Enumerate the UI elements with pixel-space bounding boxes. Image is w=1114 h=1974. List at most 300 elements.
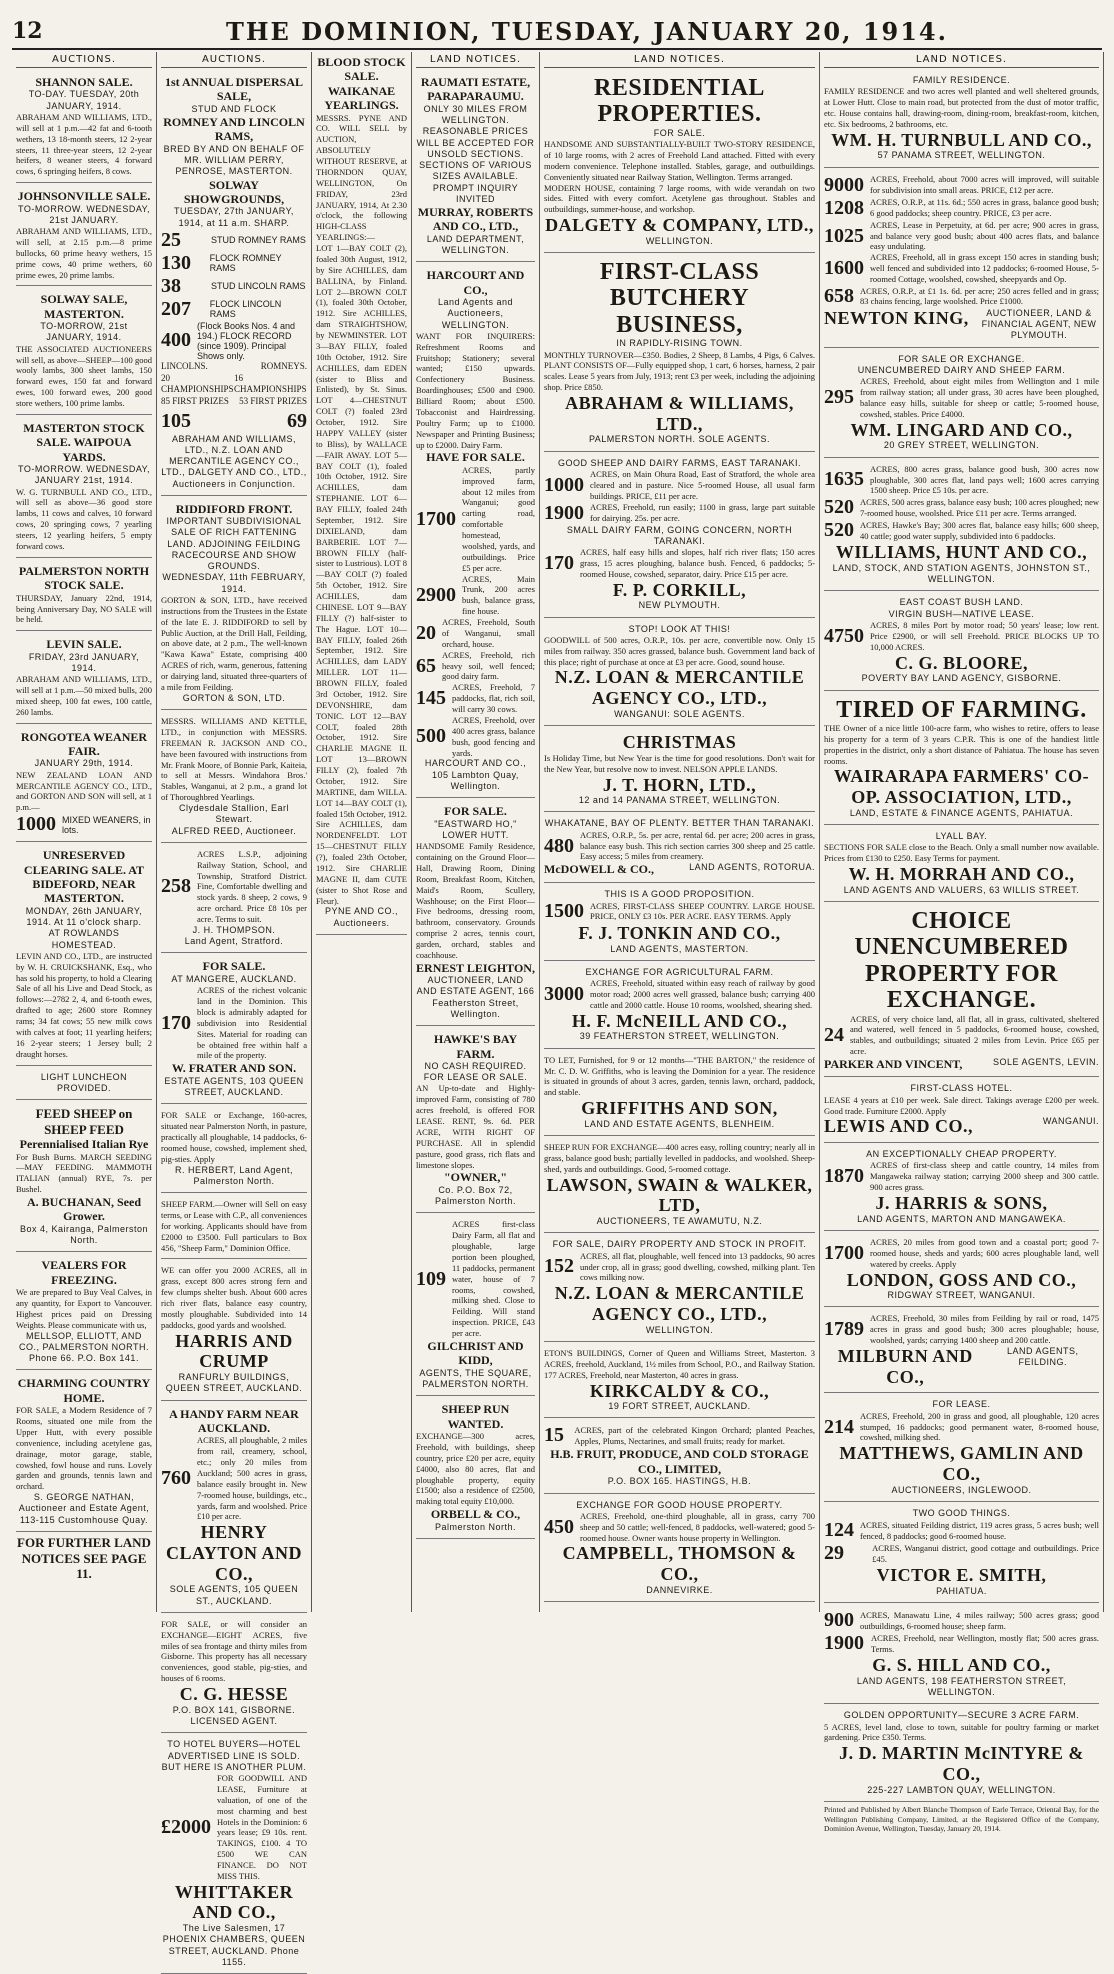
lot-text: ACRES, Freehold, about eight miles from Wellington and 1 mile from railway station; all under grass, 30 acres have been ploughed, balance easy hills, suitable for sheep or cattle; 5-roomed house, cowshed, stables. Price £4000. <box>860 376 1099 419</box>
ad-title: STOP! LOOK AT THIS! <box>628 623 731 634</box>
lot-line <box>824 376 1099 420</box>
ad-dispersal-sale <box>161 72 307 496</box>
ad-matthews <box>824 1396 1099 1502</box>
champ-row <box>161 396 307 408</box>
column-land-notices-2 <box>540 52 820 1612</box>
lot-line <box>824 519 1099 542</box>
advertiser-address: AUCTIONEER, LAND & FINANCIAL AGENT, NEW PLYMOUTH. <box>981 307 1097 341</box>
advertiser-address: LAND AGENTS, FEILDING. <box>1007 1346 1079 1368</box>
lot-number: 450 <box>544 1515 574 1538</box>
lot-number: 480 <box>544 834 574 857</box>
ad-line: REASONABLE PRICES WILL BE ACCEPTED FOR UNSOLD SECTIONS. <box>416 126 535 159</box>
lot-line <box>161 321 307 361</box>
lot-number: 3000 <box>544 982 584 1005</box>
ad-body: LEASE 4 years at £10 per week. Sale direct. Takings average £200 per week. Good trade. Furniture £2000. Apply <box>824 1094 1099 1116</box>
lot-text: ACRES, Freehold, rich heavy soil, well fenced; good dairy farm. <box>442 649 535 682</box>
ad-title: AN EXCEPTIONALLY CHEAP PROPERTY. <box>866 1149 1057 1160</box>
advertiser-name: ORBELL & CO., <box>430 1507 521 1522</box>
ad-title: VEALERS FOR FREEZING. <box>41 1258 127 1287</box>
lot-number: 1000 <box>16 813 56 836</box>
ad-date: MONDAY, 26th JANUARY, 1914. At 11 o'clock sharp. <box>25 905 143 927</box>
advertiser-address: NEW PLYMOUTH. <box>638 600 721 611</box>
ad-campbell <box>544 1497 815 1603</box>
ad-body: Is Holiday Time, but New Year is the time for good resolutions. Don't wait for the New Year, but resolve now to invest. NELSON APPLE LANDS. <box>544 752 815 774</box>
lot-number: 2900 <box>416 583 456 606</box>
lot-line <box>824 1014 1099 1058</box>
ad-body: ABRAHAM AND WILLIAMS, LTD., will sell at 1 p.m.—50 mixed bulls, 200 mixed sheep, 100 fat ewes, 100 cattle, 260 lambs. <box>16 674 152 717</box>
advertiser-name: PARKER AND VINCENT, <box>824 1057 963 1072</box>
lot-number: 65 <box>416 654 436 677</box>
lot-line <box>824 197 1099 220</box>
advertiser-address: 39 FEATHERSTON STREET, WELLINGTON. <box>579 1031 780 1042</box>
lot-text: ACRES, half easy hills and slopes, half rich river flats; 150 acres grass, 15 acres ploughing, balance bush. Fenced, 6 paddocks; 5-roomed House, cowshed, separator, dairy. Price £15 per acre. <box>580 547 815 579</box>
ad-subtitle: WAIKANAE YEARLINGS. <box>324 83 399 113</box>
lot-text: ACRES, Freehold, near Wellington, mostly flat; 500 acres grass. Terms. <box>870 1632 1099 1654</box>
lot-text: STUD ROMNEY RAMS <box>211 235 306 246</box>
ad-levin-sale <box>16 634 152 723</box>
advertiser-name: DALGETY & COMPANY, LTD., <box>545 215 814 236</box>
advertiser-name: HENRY CLAYTON AND CO., <box>165 1522 303 1584</box>
ad-title: UNRESERVED CLEARING SALE. AT BIDEFORD, NEAR MASTERTON. <box>23 848 145 906</box>
ad-lawson <box>544 1139 815 1233</box>
advertiser-address: Palmerston North. <box>434 1521 517 1532</box>
ad-whakatane <box>544 815 815 882</box>
ad-mangere <box>161 956 307 1104</box>
advertiser-name: "OWNER," <box>444 1170 507 1185</box>
ad-feed-sheep <box>16 1103 152 1252</box>
champ-left: 105 <box>161 409 191 432</box>
ad-title: EAST COAST BUSH LAND. <box>899 597 1024 608</box>
ad-body: LEVIN AND CO., LTD., are instructed by W. H. CRUICKSHANK, Esq., who has sold his property, to hold a Clearing Sale of all his Live and Dead Stock, as follows:—2782 2, 4, and 6-tooth ewes, drafted to age; 2600 store Romney rams; 34 fat cows; 55 new milk cows with calves at foot; 11 yearling heifers; 16 2-year steers; 1 Jersey bull; 2 draught horses. <box>16 950 152 1059</box>
lot-text: ACRES, Freehold, run easily; 1100 in grass, large part suitable for dairying. 25s. per acre. <box>590 502 815 524</box>
ad-line: ONLY 30 MILES FROM WELLINGTON. <box>423 103 528 126</box>
column-land-notices-3 <box>820 52 1104 1834</box>
advertiser-address: RIDGWAY STREET, WANGANUI. <box>887 1290 1036 1301</box>
ad-griffiths <box>544 1052 815 1136</box>
lot-line <box>544 547 815 580</box>
advertiser-address: LAND AGENTS, ROTORUA. <box>689 862 815 873</box>
champ-right: 16 CHAMPIONSHIPS <box>234 372 307 395</box>
lot-number: 1208 <box>824 196 864 219</box>
advertiser-address: LAND DEPARTMENT, WELLINGTON. <box>426 233 525 256</box>
ad-title: SHEEP RUN WANTED. <box>441 1402 510 1431</box>
lot-text: STUD LINCOLN RAMS <box>211 281 306 292</box>
advertiser-address: Box 4, Kairanga, Palmerston North. <box>19 1223 149 1246</box>
advertiser-name: C. G. HESSE <box>179 1684 289 1705</box>
advertiser-name: KIRKCALDY & CO., <box>589 1380 770 1401</box>
advertiser-name: W. H. MORRAH AND CO., <box>848 864 1075 885</box>
lot-line <box>824 285 1099 308</box>
ad-line: SECTIONS OF VARIOUS SIZES AVAILABLE. <box>419 160 532 182</box>
lot-number: 1000 <box>544 473 584 496</box>
champ-left: LINCOLNS. <box>161 360 208 371</box>
lot-text: ACRES, 20 miles from good town and a coastal port; good 7-roomed house, sheds and yards; 600 acres ploughable land, well watered by creeks. Apply <box>870 1236 1099 1269</box>
ad-body: ETON'S BUILDINGS, Corner of Queen and Williams Street, Masterton. 3 ACRES, freehold, Auckland, 1½ miles from School, P.O., and Railway Station. 177 ACRES, Freehold, near Masterton, 40 acres in grass. <box>544 1347 815 1380</box>
ad-title: FEED SHEEP on SHEEP FEED <box>35 1106 133 1137</box>
ad-palmerston-sale <box>16 561 152 631</box>
advertiser-name: VICTOR E. SMITH, <box>876 1565 1047 1586</box>
ad-choice-property <box>824 905 1099 1077</box>
advertiser-address: 57 PANAMA STREET, WELLINGTON. <box>877 150 1046 161</box>
lot-line <box>824 1237 1099 1270</box>
ad-title: GOOD SHEEP AND DAIRY FARMS, EAST TARANAKI. <box>557 457 802 468</box>
lot-text: ACRES of first-class sheep and cattle country, 14 miles from Mangaweka railway station; carrying 2000 sheep and 300 cattle. 900 acres grass. <box>870 1160 1099 1193</box>
lot-line <box>161 275 307 298</box>
ad-title: BLOOD STOCK SALE. <box>317 55 406 84</box>
lot-line <box>544 978 815 1011</box>
advertiser-address: WELLINGTON. <box>645 1324 714 1335</box>
ad-handy-farm <box>161 1404 307 1613</box>
ad-body: MODERN HOUSE, containing 7 large rooms, with wide verandah on two sides. Fitted with every comfort. Acetylene gas throughout. Stables and outbuildings, summer-house, and workshop. <box>544 182 815 215</box>
ad-title: SHANNON SALE. <box>35 75 133 89</box>
ad-title: HAWKE'S BAY FARM. <box>433 1032 518 1061</box>
ad-date: TO-DAY. TUESDAY, 20th JANUARY, 1914. <box>28 89 140 111</box>
ad-title: FIRST-CLASS BUTCHERY BUSINESS, <box>599 259 760 338</box>
ad-east-taranaki <box>544 455 815 618</box>
ad-title: RONGOTEA WEANER FAIR. <box>20 729 148 759</box>
lot-number: 130 <box>161 251 191 274</box>
lot-text: ACRES of the richest volcanic land in the Dominion. This block is admirably adapted for subdivision into Residential Sites. Material for roading can be obtained free within half a mile of the property. <box>197 985 307 1061</box>
lot-text: ACRES, Wanganui district, good cottage and outbuildings. Price £45. <box>872 1542 1099 1564</box>
lot-number: 170 <box>544 551 574 574</box>
lot-text: ACRES, Freehold, all in grass except 150 acres in standing bush; well fenced and subdivided into 12 paddocks; 6-roomed House, 5-roomed Cottage, woolshed, cowshed, sheepyards and Op. <box>870 252 1099 285</box>
ad-stratford <box>161 846 307 954</box>
ad-venue: SOLWAY SHOWGROUNDS, <box>183 177 285 206</box>
ad-title: WHAKATANE, BAY OF PLENTY. BETTER THAN TARANAKI. <box>544 818 815 829</box>
ad-body: HANDSOME Family Residence, containing on the Ground Floor—Hall, Drawing Room, Dining Room, Breakfast Room, Kitchen, Maid's Room, Scullery, Washhouse; on the First Floor—Five bedrooms, dressing room, bathroom, conservatory. Grounds comprise 2 acres, tennis court, garden, orchard, stables and coachhouse. <box>416 841 535 960</box>
lot-line <box>161 985 307 1061</box>
ad-owner: MR. WILLIAM PERRY, PENROSE, MASTERTON. <box>175 155 293 177</box>
lot-line <box>544 900 815 923</box>
advertiser-address: Co. P.O. Box 72, Palmerston North. <box>434 1184 517 1207</box>
lot-number: 520 <box>824 519 854 542</box>
advertiser-name: PYNE AND CO., Auctioneers. <box>324 906 398 928</box>
lot-line <box>416 682 535 715</box>
ad-title: LYALL BAY. <box>935 831 988 842</box>
lot-number: 109 <box>416 1267 446 1290</box>
ad-date: WEDNESDAY, 11th FEBRUARY, 1914. <box>162 572 306 594</box>
ad-sheep-farm <box>161 1196 307 1259</box>
lot-text: ACRES first-class Dairy Farm, all flat and ploughable, large portion been ploughed, 11 paddocks, permanent water, house of 7 rooms, cowshed, milking shed. Close to Feilding. Will stand inspection. PRICE, £43 per acre. <box>452 1219 535 1339</box>
ad-williams-hunt <box>824 461 1099 592</box>
ad-body: MESSRS. PYNE AND CO. WILL SELL by AUCTION, ABSOLUTELY WITHOUT RESERVE, at THORNDON QUAY, WELLINGTON, On FRIDAY, 23rd JANUARY, 1914, At 2.30 o'clock, the following HIGH-CLASS YEARLINGS:— <box>316 112 407 243</box>
advertiser-name: LEWIS AND CO., <box>824 1116 974 1137</box>
advertiser-name: R. HERBERT, Land Agent, Palmerston North. <box>175 1164 293 1186</box>
lot-text: ACRES, Freehold, about 7000 acres will improved, will suitable for subdivision into small areas. PRICE, £12 per acre. <box>870 174 1099 196</box>
advertiser-name: ALFRED REED, Auctioneer. <box>171 825 297 836</box>
ad-body: THURSDAY, January 22nd, 1914, being Anniversary Day, NO SALE will be held. <box>16 592 152 625</box>
ad-body: FAMILY RESIDENCE and two acres well planted and well sheltered grounds, at Lower Hutt. Close to main road, but protected from the dust of motor traffic, etc. House contains hall, drawing-room, dining-room, breakfast-room, kitchen, etc. Six bedrooms, 2 bathrooms, etc. <box>824 86 1099 129</box>
ad-title: TO HOTEL BUYERS—HOTEL ADVERTISED LINE IS SOLD. <box>167 1739 301 1761</box>
champ-left: 85 FIRST PRIZES <box>161 395 229 406</box>
champ-head <box>161 361 307 373</box>
advertiser-name: F. P. CORKILL, <box>612 579 747 600</box>
ad-stop-look <box>544 621 815 727</box>
advertiser-name: J. HARRIS & SONS, <box>875 1192 1048 1213</box>
ad-gs-hill <box>824 1606 1099 1704</box>
lot-number: 25 <box>161 228 181 251</box>
advertiser-name: WILLIAMS, HUNT AND CO., <box>835 542 1088 563</box>
lot-number: 20 <box>416 621 436 644</box>
lot-text: ACRES, O.R.P., at £1 1s. 6d. per acre; 250 acres felled and in grass; 83 chains fencing, large woolshed. Price £1000. <box>860 285 1099 307</box>
lot-line <box>824 1411 1099 1444</box>
lot-line <box>416 650 535 683</box>
advertiser-name: G. S. HILL AND CO., <box>872 1655 1051 1676</box>
champ-row <box>161 373 307 396</box>
lot-number: 214 <box>824 1415 854 1438</box>
advertiser-address: SOLE AGENTS, LEVIN. <box>992 1057 1099 1068</box>
ad-line: PROMPT INQUIRY INVITED <box>432 182 519 204</box>
lot-text: ACRES, all flat, ploughable, well fenced into 13 paddocks, 90 acres under crop, all in grass; good dwelling, cowshed, milking plant. Ten cows milking now. <box>580 1250 815 1283</box>
lot-line <box>824 174 1099 197</box>
advertiser-name: LAWSON, SWAIN & WALKER, LTD, <box>546 1174 813 1216</box>
lot-text: ACRES, 8 miles Port by motor road; 50 years' lease; low rent. Price £2900, or will sell Freehold. PRICE BLOCKS UP TO 10,000 ACRES. <box>870 619 1099 652</box>
lot-line <box>544 469 815 502</box>
lot-line <box>824 496 1099 519</box>
ad-title: FIRST-CLASS HOTEL. <box>910 1083 1013 1094</box>
advertiser-address: SOLE AGENTS, 105 QUEEN ST., AUCKLAND. <box>169 1584 299 1606</box>
lot-text: ACRES, Freehold, 7 paddocks, flat, rich soil, will carry 30 cows. <box>452 682 535 715</box>
champ-total <box>161 408 307 434</box>
ad-riddiford <box>161 499 307 710</box>
ad-body: WE can offer you 2000 ACRES, all in grass, except 800 acres strong fern and few clumps shelter bush. About 600 acres rich river flats, balance easy country, mostly ploughable. Subdivided into 14 paddocks, good yards and woolshed. <box>161 1265 307 1330</box>
lot-number: 520 <box>824 496 854 519</box>
advertiser-name: WM. H. TURNBULL AND CO., <box>831 129 1092 150</box>
lot-number: 152 <box>544 1255 574 1278</box>
lot-number: 500 <box>416 725 446 748</box>
column-head: LAND NOTICES. <box>824 52 1099 68</box>
lot-number: 1600 <box>824 257 864 280</box>
ad-hotel-lewis <box>824 1080 1099 1143</box>
page-number: 12 <box>12 18 43 44</box>
lot-number: 760 <box>161 1467 191 1490</box>
ad-victor-smith <box>824 1505 1099 1603</box>
lot-line <box>161 1435 307 1522</box>
lot-line <box>416 574 535 618</box>
ad-subtitle: Land Agents and Auctioneers, WELLINGTON. <box>437 297 514 330</box>
lot-number: 29 <box>824 1542 844 1565</box>
ad-charming-home <box>16 1373 152 1532</box>
ad-date: FRIDAY, 23rd JANUARY, 1914. <box>28 651 140 673</box>
advertiser-address: AUCTIONEER, LAND AND ESTATE AGENT, 166 Featherston Street, Wellington. <box>416 975 535 1019</box>
lot-text: ACRES, part of the celebrated Kingon Orchard; planted Peaches, Apples, Plums, Nectarines, and small fruits; ready for market. <box>574 1425 815 1446</box>
advertiser-name: HARCOURT AND CO., 105 Lambton Quay, Wellington. <box>424 758 527 791</box>
lot-line <box>416 465 535 574</box>
lot-number: 1900 <box>544 501 584 524</box>
lot-text: FOR GOODWILL AND LEASE, Furniture at valuation, of one of the most charming and best Hotels in the Dominion: 6 years lease; £9 10s. rent. TAKINGS, £100. 4 TO £500 WE CAN FINANCE. DO NOT MISS THIS. <box>217 1773 307 1881</box>
lot-text: ACRES, Hawke's Bay; 300 acres flat, balance easy hills; 600 sheep, 40 cattle; good water supply, subdivided into 6 paddocks. <box>860 519 1099 541</box>
ad-butchery <box>544 256 815 452</box>
lot-number: 145 <box>416 687 446 710</box>
lot-text: ACRES, Freehold, 200 in grass and good, all ploughable, 120 acres stumped, 16 paddocks; good permanent water, 8-roomed house, cowshed, milking shed. <box>860 1410 1099 1443</box>
advertiser-name: MURRAY, ROBERTS AND CO., LTD., <box>417 205 534 234</box>
lot-line <box>544 1251 815 1284</box>
advertiser-address: PAHIATUA. <box>936 1585 987 1596</box>
champ-right: ROMNEYS. <box>260 360 307 371</box>
advertiser-address: LAND AGENTS AND VALUERS, 63 WILLIS STREET. <box>843 884 1080 895</box>
lot-text: ACRES, of very choice land, all flat, all in grass, cultivated, sheltered and watered, well fenced in 5 paddocks, 6-roomed house, cowshed, stables, and outbuildings; situated 2 miles from Levin. Price £65 per acre. <box>850 1013 1099 1057</box>
lot-number: 295 <box>824 386 854 409</box>
advertiser-name: W. FRATER AND SON. <box>171 1061 297 1076</box>
ad-body: We are prepared to Buy Veal Calves, in any quantity, for Export to Vancouver. Highest prices paid on Dressing Weights. Please communicate with us, <box>16 1287 152 1330</box>
lot-number: 38 <box>161 274 181 297</box>
advertiser-row <box>544 862 815 876</box>
ad-tonkin <box>544 886 815 961</box>
ad-body: GORTON & SON, LTD., have received instructions from the Trustees in the Estate of the late E. J. RIDDIFORD to sell by Public Auction, at the Drill Hall, Feilding, on above date, at 2 p.m., The well-known "Kawa Kawa" Estate, comprising 400 ACRES of rich, warm, generous, fattening or dairying land, situated three-quarters of a mile from Feilding. <box>161 594 307 692</box>
ad-milburn <box>824 1310 1099 1393</box>
ad-subtitle: Perennialised Italian Rye <box>19 1137 149 1152</box>
ad-body: 5 ACRES, level land, close to town, suitable for poultry farming or market gardening. Price £350. Terms. <box>824 1721 1099 1743</box>
ad-body: SHEEP RUN FOR EXCHANGE—400 acres easy, rolling country; nearly all in grass, balance good bush; partially levelled in paddocks, and woolshed. Sheep-shed, yards and outbuildings. Good, 5-roomed cottage. <box>544 1142 815 1174</box>
lot-line <box>544 1511 815 1544</box>
lot-line <box>416 1219 535 1339</box>
lot-number: 207 <box>161 297 191 320</box>
ad-subtitle: FOR LEASE OR SALE. <box>423 1072 528 1083</box>
ad-luncheon <box>16 1069 152 1101</box>
advertiser-address: AGENTS, THE SQUARE, PALMERSTON NORTH. <box>419 1367 532 1389</box>
ad-raumati <box>416 72 535 262</box>
column-head: LAND NOTICES. <box>544 52 815 68</box>
column-head: AUCTIONS. <box>16 52 152 68</box>
lot-text: ACRES, Lease in Perpetuity, at 6d. per acre; 900 acres in grass, and balance very good bush; about 400 acres flats, and balance easy undulating. <box>870 219 1099 252</box>
advertiser-address: LAND AGENTS, MASTERTON. <box>610 943 749 954</box>
lot-number: 1500 <box>544 899 584 922</box>
further-notice: FOR FURTHER LAND NOTICES SEE PAGE 11. <box>17 1534 151 1582</box>
advertiser-name: WAIRARAPA FARMERS' CO-OP. ASSOCIATION, LTD., <box>833 766 1090 808</box>
advertiser-row <box>824 1057 1099 1071</box>
advertiser-address: 20 GREY STREET, WELLINGTON. <box>883 440 1040 451</box>
ad-title: CHARMING COUNTRY HOME. <box>17 1376 151 1405</box>
lot-text: MIXED WEANERS, in lots. <box>62 814 151 835</box>
advertiser-name: GRIFFITHS AND SON, <box>581 1098 778 1119</box>
lot-line <box>824 1160 1099 1193</box>
ad-date: TO-MORROW, 21st JANUARY, 1914. <box>40 321 128 343</box>
ad-residential <box>544 72 815 253</box>
advertiser-name: GORTON & SON, LTD. <box>182 692 286 703</box>
advertiser-address: LAND, ESTATE & FINANCE AGENTS, PAHIATUA. <box>849 807 1074 818</box>
lot-line <box>416 715 535 759</box>
ad-title: LEVIN SALE. <box>46 637 122 652</box>
ad-date: TO-MORROW. WEDNESDAY, 21st JANUARY. <box>17 203 150 225</box>
lot-text: ACRES, Freehold, over 400 acres grass, balance bush, good fencing and yards. <box>452 714 535 758</box>
advertiser-name: F. J. TONKIN AND CO., <box>578 922 781 943</box>
ad-title: PALMERSTON NORTH STOCK SALE. <box>18 563 150 593</box>
ad-mcintyre <box>824 1707 1099 1802</box>
advertiser-name: ABRAHAM & WILLIAMS, LTD., <box>565 393 794 434</box>
advertiser-name: MELLSOP, ELLIOTT, AND CO., PALMERSTON NORTH. <box>18 1330 150 1352</box>
lot-text: ACRES, all ploughable, 2 miles from rail, creamery, school, etc.; only 20 miles from Auckland; 500 acres in grass, balance easily brought in. New 7-roomed house, buildings, etc., yards, farm and woolshed. Price £10 per acre. <box>197 1435 307 1522</box>
advertiser-address: WANGANUI. <box>1042 1116 1099 1127</box>
lot-line <box>824 252 1099 285</box>
ad-subtitle: PARAPARAUMU. <box>427 89 524 104</box>
ad-title: RAUMATI ESTATE, <box>420 75 531 89</box>
lot-line <box>824 1609 1099 1632</box>
advertiser-address: AUCTIONEERS, TE AWAMUTU, N.Z. <box>596 1216 763 1227</box>
ad-date: TUESDAY, 27th JANUARY, 1914, at 11 a.m. SHARP. <box>174 206 294 228</box>
lot-text: (Flock Books Nos. 4 and 194.) FLOCK RECORD (since 1909). Principal Shows only. <box>197 320 296 361</box>
ad-johnsonville-sale <box>16 186 152 286</box>
ad-title: THIS IS A GOOD PROPOSITION. <box>604 888 755 899</box>
ad-london-goss <box>824 1234 1099 1308</box>
advertiser-phone: Phone 66. P.O. Box 141. <box>29 1353 139 1364</box>
lot-line <box>161 252 307 275</box>
ad-title: FOR SALE. <box>444 804 507 819</box>
column-land-notices-1 <box>412 52 540 1612</box>
lot-number: 1870 <box>824 1165 864 1188</box>
ad-harcourt <box>416 265 535 798</box>
lot-number: 9000 <box>824 173 864 196</box>
lot-number: 24 <box>824 1023 844 1046</box>
champ-left: 20 CHAMPIONSHIPS <box>161 372 234 395</box>
lot-line <box>544 830 815 863</box>
lot-text: ACRES, on Main Ohura Road, East of Stratford, the whole area cleared and in pasture. Nice 5-roomed House, all usual farm buildings. PRICE, £11 per acre. <box>590 468 815 501</box>
ad-body: W. G. TURNBULL AND CO., LTD., will sell as above—36 good store lambs, 11 cows and calves, 10 forward cows, 20 springing cows, 7 yearling steers, 12 yearling heifers, 5 empty forward cows. <box>16 486 152 551</box>
ad-agri-exchange <box>544 964 815 1049</box>
column-blood-stock <box>312 52 412 1612</box>
ad-body: WANT FOR INQUIRERS: Refreshment Rooms and Fruitshop; Stationery; several wanted; £150 upwards. Confectionery Business. Boardinghouses; £500 and £900. Billiard Room; about £500. Tobacconist and Hairdressing. Poultry Farm; up to £1000. Newspaper and Printing Business; up to £2000. Dairy Farm. <box>416 330 535 450</box>
ad-body: SECTIONS FOR SALE close to the Beach. Only a small number now available. Prices from £130 to £250. Easy Terms for payment. <box>824 842 1099 864</box>
lot-text: ACRES, O.R.P., at 11s. 6d.; 550 acres in grass, balance good bush; 6 good paddocks; sheep country. PRICE, £3 per acre. <box>870 197 1099 219</box>
advertiser-name: C. G. BLOORE, <box>894 652 1029 673</box>
ad-place: AT ROWLANDS HOMESTEAD. <box>48 928 120 950</box>
advertiser-name: WM. LINGARD AND CO., <box>850 419 1073 440</box>
ad-sheep-run <box>416 1399 535 1539</box>
advertiser-name: McDOWELL & CO., <box>544 862 654 877</box>
ad-lingard <box>824 351 1099 458</box>
lot-text: ACRES, Freehold, 30 miles from Feilding by rail or road, 1475 acres in grass and good bush; 300 acres ploughable; house, woolshed, yards; carrying 1400 sheep and 200 cattle. <box>870 1313 1099 1346</box>
ad-waipoua-sale <box>16 418 152 558</box>
ad-date: JANUARY 29th, 1914. <box>34 758 134 769</box>
ad-subtitle: STUD AND FLOCK <box>191 103 277 114</box>
ad-body: SHEEP FARM.—Owner will Sell on easy terms, or Lease with C.P., all conveniences for working. Applicants should have from £2000 to £3500. Full particulars to Box 456, "Sheep Farm," Dominion Office. <box>161 1199 307 1253</box>
ad-title: A HANDY FARM NEAR AUCKLAND. <box>169 1406 299 1435</box>
advertiser-address: LAND AGENTS, 198 FEATHERSTON STREET, WELLINGTON. <box>856 1675 1067 1698</box>
lot-text: FLOCK LINCOLN RAMS <box>209 299 282 320</box>
ad-body: HANDSOME AND SUBSTANTIALLY-BUILT TWO-STORY RESIDENCE, of 10 large rooms, with 2 acres of Freehold Land attached. Fitted with every modern convenience. Telephone installed. Stables, garage, and outbuildings. Conveniently situated near Railway Station, Wellington. Terms arranged. <box>544 139 815 182</box>
ad-subtitle: IN RAPIDLY-RISING TOWN. <box>616 338 743 349</box>
lot-number: 1789 <box>824 1318 864 1341</box>
ad-harris-sons <box>824 1146 1099 1231</box>
ad-tired-farming <box>824 694 1099 826</box>
ad-body: EXCHANGE—300 acres, Freehold, with buildings, sheep country, price £20 per acre, equity £4000, also 80 acres, flat and ploughable property, equity £1500; also a residence of £2500, making total equity £10,000. <box>416 1431 535 1507</box>
ad-title: GOLDEN OPPORTUNITY—SECURE 3 ACRE FARM. <box>843 1710 1080 1721</box>
lot-line <box>824 220 1099 253</box>
advertiser-name: J. H. THOMPSON. <box>192 924 276 935</box>
lot-text: ACRES, Manawatu Line, 4 miles railway; 500 acres grass; good outbuildings, 6-roomed house; sheep farm. <box>860 1609 1099 1631</box>
ad-hotel <box>161 1736 307 1974</box>
advertiser-address: WELLINGTON. <box>645 235 714 246</box>
ad-body: GOODWILL of 500 acres, O.R.P., 10s. per acre, convertible now. Only 15 miles from railway. 350 acres grassed, balance bush. Government land back of this place; right of purchase at once at £3 per acre. Good, sound house. <box>544 634 815 667</box>
ad-title: TIRED OF FARMING. <box>836 696 1087 723</box>
advertiser-name: CAMPBELL, THOMSON & CO., <box>562 1543 797 1585</box>
advertiser-address: POVERTY BAY LAND AGENCY, GISBORNE. <box>861 673 1062 684</box>
ad-newton-king <box>824 171 1099 348</box>
advertiser-name: J. D. MARTIN McINTYRE & CO., <box>839 1743 1084 1785</box>
advertiser-address: PALMERSTON NORTH. SOLE AGENTS. <box>588 434 771 445</box>
advertiser-name: HARRIS AND CRUMP <box>175 1330 293 1372</box>
lot-line <box>824 1519 1099 1542</box>
column-head: AUCTIONS. <box>161 52 307 68</box>
advertiser-row <box>824 1116 1099 1137</box>
advertiser-name: A. BUCHANAN, Seed Grower. <box>27 1195 141 1224</box>
lot-text: ACRES, Main Trunk, 200 acres bush, balance grass, fine house. <box>462 573 535 617</box>
ad-body: FOR SALE, a Modern Residence of 7 Rooms, situated one mile from the Upper Hutt, with every possible convenience, including acetylene gas, drainage, motor garage, stable, cowshed, fowl house and runs. Lovely garden and grounds, tennis lawn and orchard. <box>16 1405 152 1492</box>
column-auctions-2 <box>157 52 312 1967</box>
lot-number: 1025 <box>824 224 864 247</box>
ad-body: For Bush Burns. MARCH SEEDING—MAY FEEDING. MAMMOTH ITALIAN (annual) RYE, 7s. per Bushel. <box>16 1151 152 1195</box>
ad-title: FOR SALE OR EXCHANGE. <box>898 353 1025 364</box>
ad-subtitle: BUT HERE IS ANOTHER PLUM. <box>161 1761 307 1772</box>
